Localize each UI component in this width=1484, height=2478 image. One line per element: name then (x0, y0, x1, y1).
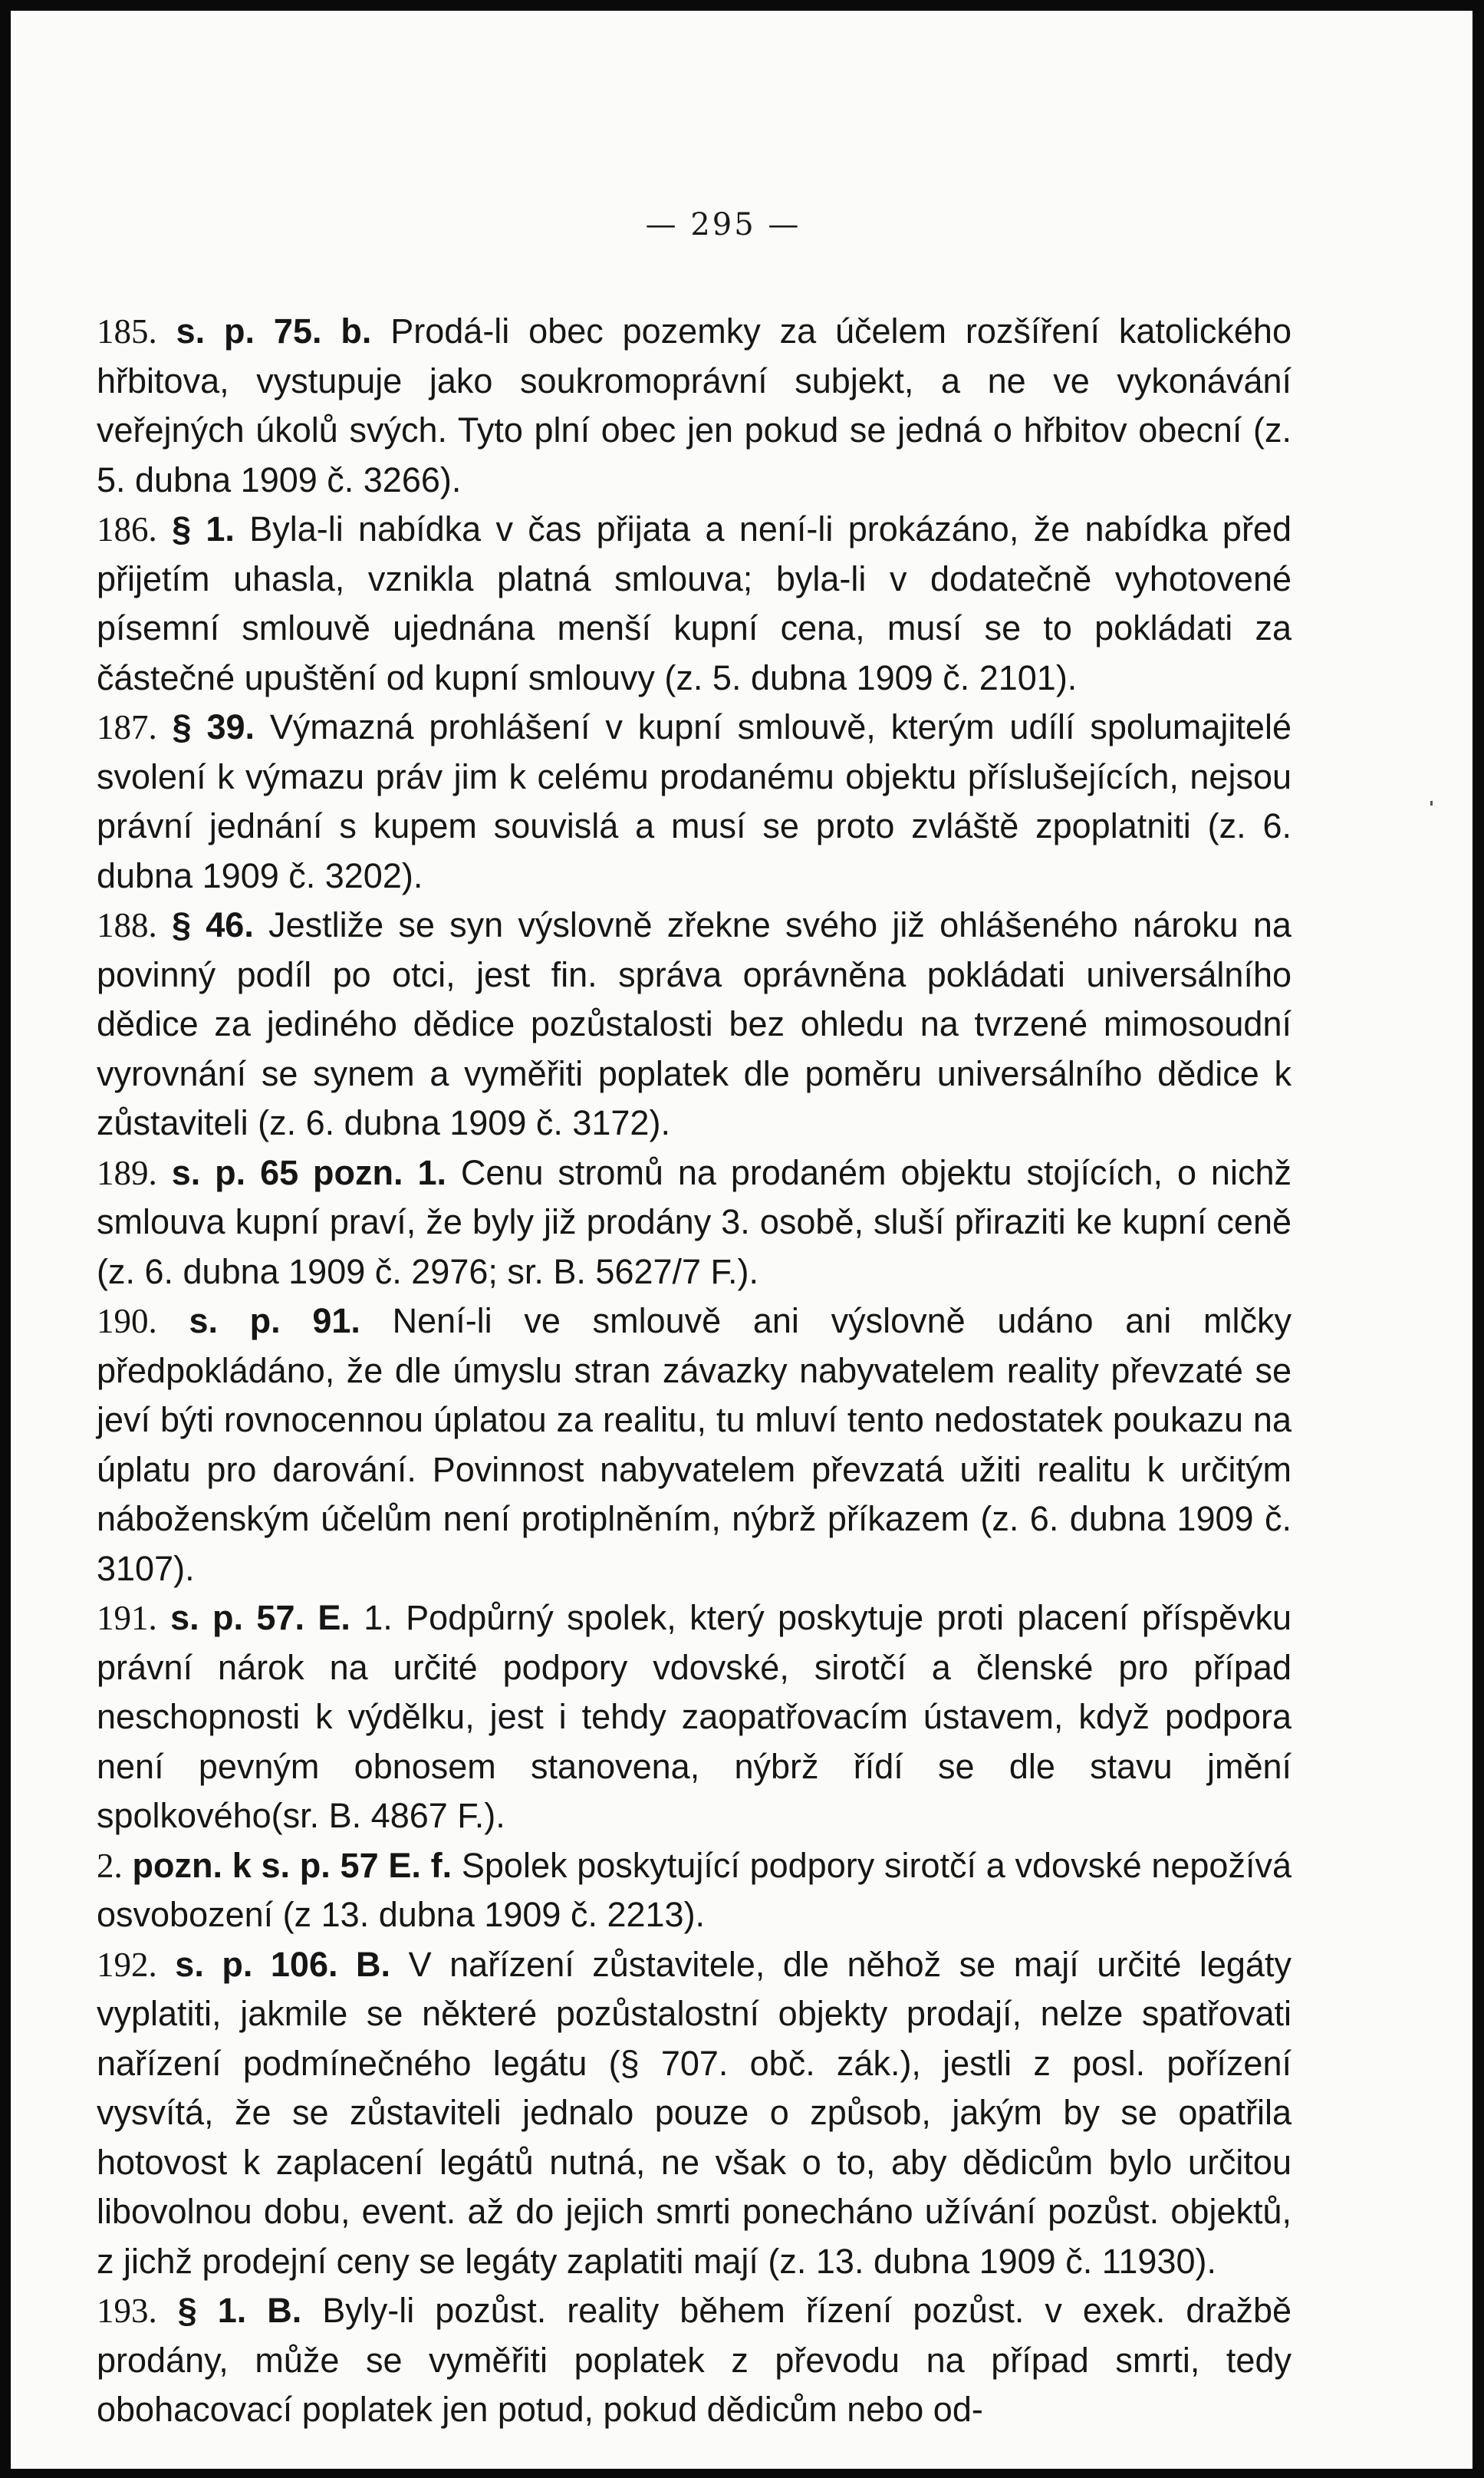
entry-191-2 (97, 1841, 1292, 1940)
entry-text: 1. Podpůrný spolek, který poskytuje proti placení příspěvku právní nárok na určité podpory vdovské, sirotčí a členské pro případ neschopnosti k výdělku, jest i tehdy zaopatřovacím ústavem, když podpora není pevným obnosem stanovena, nýbrž řídí se dle stavu jmění spolkového(sr. B. 4867 F.). (97, 1598, 1292, 1835)
entry-188 (97, 901, 1292, 1148)
entry-text: Byly-li pozůst. reality během řízení pozůst. v exek. dražbě prodány, může se vyměřiti poplatek z převodu na případ smrti, tedy obohacovací poplatek jen potud, pokud dědicům nebo od- (97, 2291, 1292, 2429)
entry-text: Prodá-li obec pozemky za účelem rozšíření katolického hřbitova, vystupuje jako soukromoprávní subjekt, a ne ve vykonávání veřejných úkolů svých. Tyto plní obec jen pokud se jedná o hřbitov obecní (z. 5. dubna 1909 č. 3266). (97, 311, 1292, 499)
entry-reference: § 39. (172, 707, 255, 746)
entry-187 (97, 703, 1292, 901)
entry-186 (97, 505, 1292, 703)
entry-text: Jestliže se syn výslovně zřekne svého již ohlášeného nároku na povinný podíl po otci, jest fin. správa oprávněna pokládati universálního dědice za jediného dědice pozůstalosti bez ohledu na tvrzené mimosoudní vyrovnání se synem a vyměřiti poplatek dle poměru universálního dědice k zůstaviteli (z. 6. dubna 1909 č. 3172). (97, 905, 1292, 1142)
entry-text: Cenu stromů na prodaném objektu stojících, o nichž smlouva kupní praví, že byly již prodány 3. osobě, sluší přiraziti ke kupní ceně (z. 6. dubna 1909 č. 2976; sr. B. 5627/7 F.). (97, 1152, 1292, 1291)
entry-number: 2. (97, 1846, 123, 1885)
entry-number: 185. (97, 312, 157, 351)
entry-reference: § 1. B. (177, 2291, 302, 2330)
entry-reference: s. p. 91. (189, 1301, 360, 1340)
entry-192 (97, 1940, 1292, 2287)
page-number: — 295 — (645, 207, 801, 242)
entry-190 (97, 1297, 1292, 1593)
entry-number: 187. (97, 708, 157, 746)
entry-text: Výmazná prohlášení v kupní smlouvě, kterým udílí spolumajitelé svolení k výmazu práv jim k celému prodanému objektu příslušejících, nejsou právní jednání s kupem souvislá a musí se proto zvláště zpoplatniti (z. 6. dubna 1909 č. 3202). (97, 707, 1292, 895)
entry-185 (97, 307, 1292, 505)
entry-reference: s. p. 75. b. (176, 311, 372, 351)
entry-reference: § 46. (172, 905, 254, 944)
entry-text: V nařízení zůstavitele, dle něhož se mají určité legáty vyplatiti, jakmile se některé pozůstalostní objekty prodají, nelze spatřovati nařízení podmínečného legátu (§ 707. obč. zák.), jestli z posl. pořízení vysvítá, že se zůstaviteli jednalo pouze o způsob, jakým by se opatřila hotovost k zaplacení legátů nutná, ne však o to, aby dědicům bylo určitou libovolnou dobu, event. až do jejich smrti ponecháno užívání pozůst. objektů, z jichž prodejní ceny se legáty zaplatiti mají (z. 13. dubna 1909 č. 11930). (97, 1944, 1292, 2281)
entry-number: 188. (97, 906, 157, 944)
entry-number: 186. (97, 510, 157, 549)
entry-number: 191. (97, 1599, 157, 1637)
entry-text: Není-li ve smlouvě ani výslovně udáno ani mlčky předpokládáno, že dle úmyslu stran závazky nabyvatelem reality převzaté se jeví býti rovnocennou úplatou za realitu, tu mluví tento nedostatek poukazu na úplatu pro darování. Povinnost nabyvatelem převzatá užiti realitu k určitým náboženským účelům není protiplněním, nýbrž příkazem (z. 6. dubna 1909 č. 3107). (97, 1301, 1292, 1588)
entry-reference: s. p. 106. B. (175, 1944, 391, 1984)
entry-number: 193. (97, 2292, 157, 2330)
entry-reference: § 1. (172, 509, 235, 549)
entry-text: Spolek poskytující podpory sirotčí a vdovské nepožívá osvobození (z 13. dubna 1909 č. 2213). (97, 1845, 1292, 1934)
entry-reference: pozn. k s. p. 57 E. f. (132, 1845, 452, 1885)
entry-reference: s. p. 65 pozn. 1. (171, 1152, 446, 1192)
entry-number: 189. (97, 1153, 157, 1192)
scan-speck (1430, 801, 1433, 806)
entry-193 (97, 2286, 1292, 2435)
document-page (11, 11, 1472, 2469)
entry-189 (97, 1148, 1292, 1297)
entry-number: 190. (97, 1302, 157, 1340)
entry-number: 192. (97, 1945, 157, 1984)
entry-reference: s. p. 57. E. (170, 1598, 350, 1637)
page-body (97, 307, 1292, 2435)
entry-text: Byla-li nabídka v čas přijata a není-li prokázáno, že nabídka před přijetím uhasla, vznikla platná smlouva; byla-li v dodatečně vyhotovené písemní smlouvě ujednána menší kupní cena, musí se to pokládati za částečné upuštění od kupní smlouvy (z. 5. dubna 1909 č. 2101). (97, 509, 1292, 697)
entry-191 (97, 1593, 1292, 1841)
